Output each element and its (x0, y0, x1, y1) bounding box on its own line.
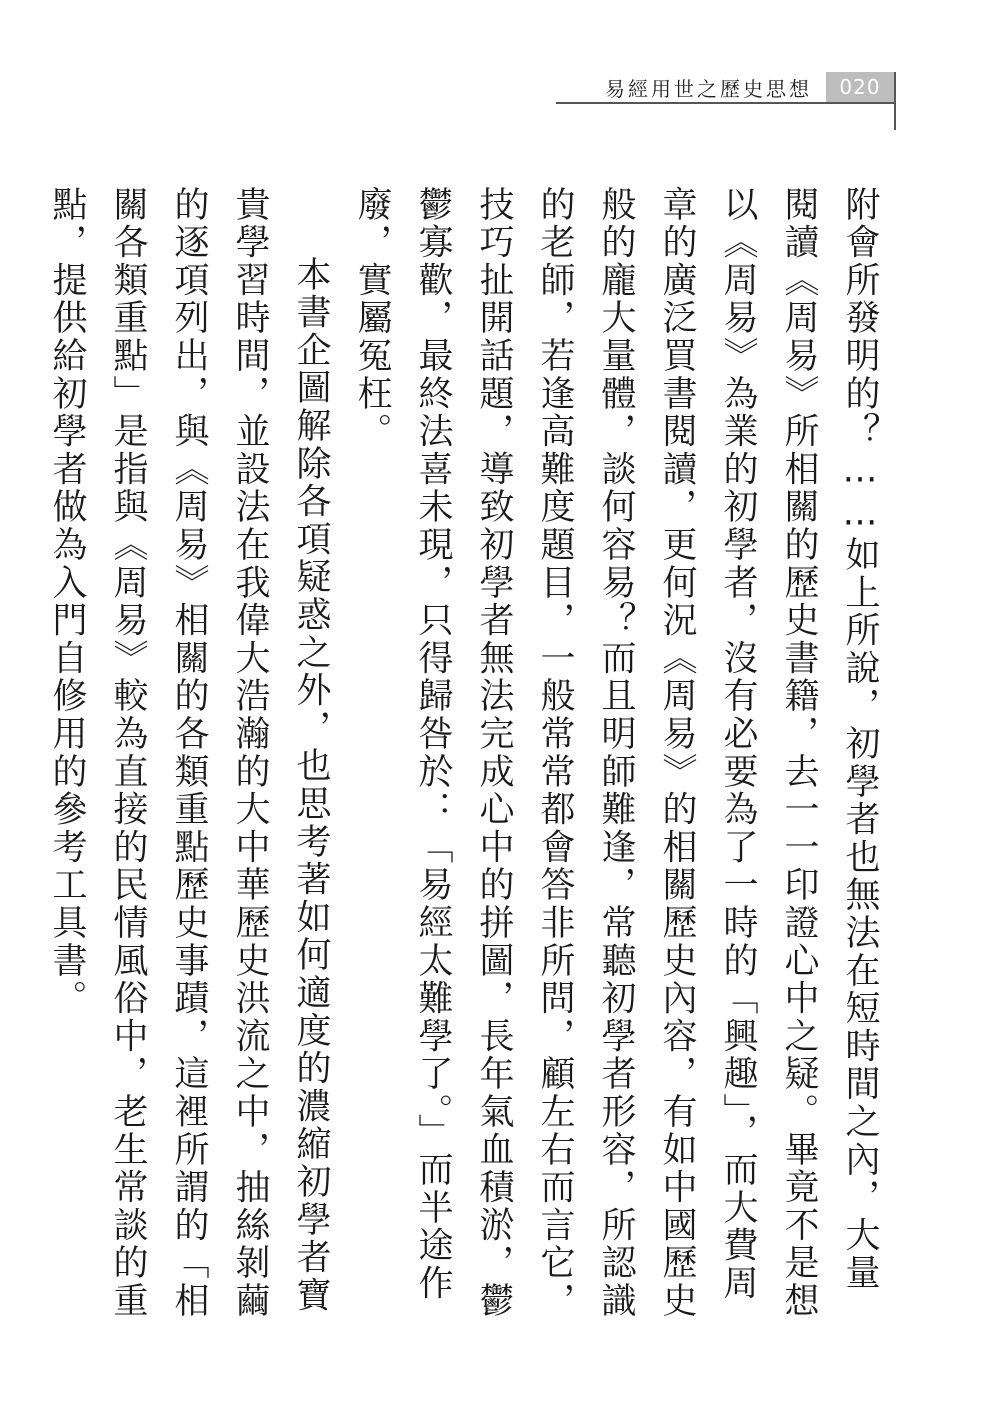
page-number: 020 (839, 75, 881, 99)
header-rule (556, 102, 896, 104)
running-header (556, 70, 826, 104)
header-vertical-rule (894, 72, 896, 130)
body-text (47, 186, 890, 1326)
page-number-box (826, 72, 894, 102)
paragraph-1: 附會所發明的？……如上所說，初學者也無法在短時間之內，大量閱讀《周易》所相關的歷史書籍，去一一印證心中之疑。畢竟不是想以《周易》為業的初學者，沒有必要為了一時的「興趣」，而大費周章的廣泛買書閱讀，更何況《周易》的相關歷史內容，有如中國歷史般的龐大量體，談何容易？而且明師難逢，常聽初學者形容，所認識的老師，若逢高難度題目，一般常常都會答非所問，顧左右而言它，技巧扯開話題，導致初學者無法完成心中的拼圖，長年氣血積淤，鬱鬱寡歡，最終法喜未現，只得歸咎於：「易經太難學了。」而半途作廢，實屬冤枉。 (352, 186, 880, 1320)
paragraph-2: 本書企圖解除各項疑惑之外，也思考著如何適度的濃縮初學者寶貴學習時間，並設法在我偉大浩瀚的大中華歷史洪流之中，抽絲剝繭的逐項列出，與《周易》相關的各類重點歷史事蹟，這裡所謂的「相關各類重點」是指與《周易》較為直接的民情風俗中，老生常談的重點，提供給初學者做為入門自修用的參考工具書。 (47, 186, 331, 1320)
running-title: 易經用世之歷史思想 (605, 76, 812, 101)
